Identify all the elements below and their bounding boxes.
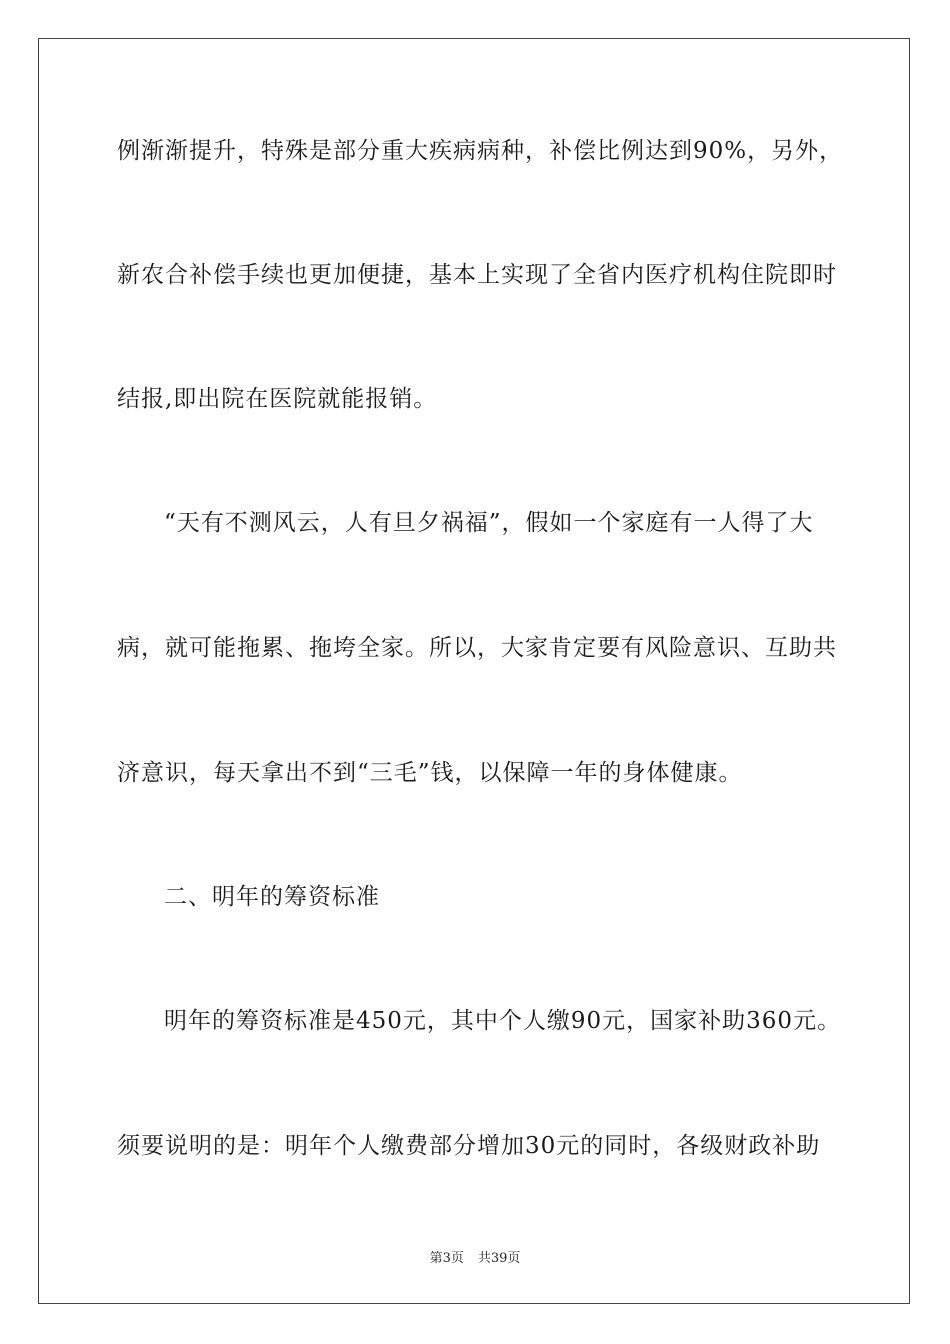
- page-number: 第3页: [429, 1251, 464, 1266]
- page-border: [38, 38, 910, 1304]
- page-footer: [0, 1247, 950, 1266]
- page-total: 共39页: [477, 1251, 521, 1266]
- paragraph-line-9: 须要说明的是：明年个人缴费部分增加30元的同时，各级财政补助: [117, 1133, 821, 1159]
- paragraph-line-1: 例渐渐提升，特殊是部分重大疾病病种，补偿比例达到90%，另外，: [117, 138, 844, 164]
- paragraph-line-5: 病，就可能拖累、拖垮全家。所以，大家肯定要有风险意识、互助共: [117, 635, 837, 661]
- paragraph-line-3: 结报,即出院在医院就能报销。: [117, 386, 438, 412]
- paragraph-line-8: 明年的筹资标准是450元，其中个人缴90元，国家补助360元。: [164, 1008, 842, 1034]
- paragraph-line-2: 新农合补偿手续也更加便捷，基本上实现了全省内医疗机构住院即时: [117, 262, 837, 288]
- paragraph-line-4: “天有不测风云，人有旦夕祸福”，假如一个家庭有一人得了大: [164, 510, 814, 536]
- section-heading: 二、明年的筹资标准: [164, 884, 380, 910]
- paragraph-line-6: 济意识，每天拿出不到“三毛”钱，以保障一年的身体健康。: [117, 760, 743, 786]
